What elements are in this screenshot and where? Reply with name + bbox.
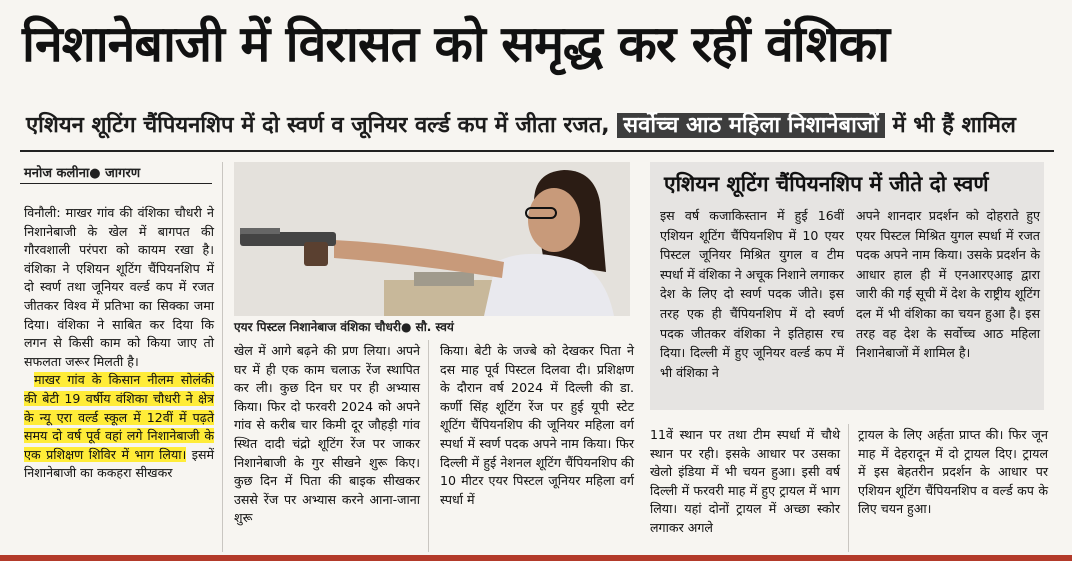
sidebar-column-right: अपने शानदार प्रदर्शन को दोहराते हुए एयर पिस्टल मिश्रित युगल स्पर्धा में रजत पदक अपने नाम किया। उसके प्रदर्शन के आधार हाल ही में एनआरएआइ द्वारा जारी की गई सूची में देश के राष्ट्रीय शूटिंग दल में भी वंशिका का चयन हुआ है। इस तरह वह देश के सर्वोच्च आठ महिला निशानेबाजों में शामिल है। [856,208,1040,361]
paragraph-2-rest: इसमें निशानेबाजी का ककहरा सीखकर [24,446,214,481]
shooter-photo [234,162,630,316]
divider [20,150,1054,152]
article-column-3 [440,342,634,509]
article-column-1 [24,204,214,483]
article-column-4 [650,426,840,538]
subhead-highlight: सर्वोच्च आठ महिला निशानेबाजों [617,113,885,138]
highlighted-text: माखर गांव के किसान नीलम सोलंकी की बेटी 19 वर्षीय वंशिका चौधरी ने क्षेत्र के न्यू एरा वर्ल्ड स्कूल में 12वीं में पढ़ते समय दो वर्ष पूर्व वहां लगे निशानेबाजी के एक प्रशिक्षण शिविर में भाग लिया। [24,372,214,462]
byline-divider [20,183,212,184]
article-column-5 [858,426,1048,519]
column-2-text: खेल में आगे बढ़ने की प्रण लिया। अपने घर में ही एक काम चलाऊ रेंज स्थापित कर ली। कुछ दिन घर पर ही अभ्यास किया। फिर दो फरवरी 2024 को अपने गांव से करीब चार किमी दूर जौहड़ी गांव स्थित दादी चंद्रो शूटिंग रेंज पर जाकर निशानेबाजी के गुर सीखने शुरू किए। कुछ दिन में पिता की बाइक सीखकर उससे रेंज पर अभ्यास करने आना-जाना शुरू [234,343,420,526]
column-4-text: 11वें स्थान पर तथा टीम स्पर्धा में चौथे स्थान पर रही। इसके आधार पर उसका खेलो इंडिया में भी चयन हुआ। इसी वर्ष दिल्ली में फरवरी माह में हुए ट्रायल में भाग लिया। यहां दोनों ट्रायल में अच्छा स्कोर लगाकर अगले [650,427,840,535]
byline: मनोज कलीना● जागरण [24,166,141,181]
column-5-text: ट्रायल के लिए अर्हता प्राप्त की। फिर जून माह में देहरादून में दो ट्रायल दिए। ट्रायल में इस बेहतरीन प्रदर्शन के आधार पर एशियन शूटिंग चैंपियनशिप व वर्ल्ड कप के लिए चयन हुआ। [858,427,1048,517]
paragraph-1: विनौली: माखर गांव की वंशिका चौधरी ने निशानेबाजी के खेल में बागपत की गौरवशाली परंपरा को कायम रखा है। वंशिका ने एशियन शूटिंग चैंपियनशिप में दो स्वर्ण तथा जूनियर वर्ल्ड कप में रजत जीतकर विश्व में प्रतिभा का सिक्का जमा दिया। वंशिका ने साबित कर दिया कि लगन से किसी काम को किया जाए तो सफलता जरूर मिलती है। [24,205,214,369]
column-gutter [428,340,429,552]
headline: निशानेबाजी में विरासत को समृद्ध कर रहीं वंशिका [22,15,890,73]
subhead-part2: में भी हैं शामिल [892,113,1016,138]
bottom-strip [0,555,1072,561]
column-gutter [222,162,223,552]
subheadline [26,108,1016,144]
sidebar-box [650,162,1044,410]
article-column-2 [234,342,420,528]
sidebar-column-left: इस वर्ष कजाकिस्तान में हुई 16वीं एशियन शूटिंग चैंपियनशिप में 10 एयर पिस्टल जूनियर मिश्रित युगल व टीम स्पर्धा में वंशिका ने अचूक निशाने लगाकर देश के लिए दो स्वर्ण पदक जीते। इस तरह एक ही चैंपियनशिप में दो स्वर्ण पदक जीतकर वंशिका ने इतिहास रच दिया। दिल्ली में हुए जूनियर वर्ल्ड कप में भी वंशिका ने [660,208,844,380]
shooter-illustration [234,162,630,316]
column-gutter [848,424,849,552]
subhead-part1: एशियन शूटिंग चैंपियनशिप में दो स्वर्ण व जूनियर वर्ल्ड कप में जीता रजत, [26,113,610,138]
photo-caption: एयर पिस्टल निशानेबाज वंशिका चौधरी● सौ. स्वयं [234,320,454,334]
column-3-text: किया। बेटी के जज्बे को देखकर पिता ने दस माह पूर्व पिस्टल दिलवा दी। प्रशिक्षण के दौरान वर्ष 2024 में दिल्ली की डा. कर्णी सिंह शूटिंग रेंज पर हुई यूपी स्टेट शूटिंग चैंपियनशिप की जूनियर महिला वर्ग स्पर्धा में स्वर्ण पदक अपने नाम किया। फिर दिल्ली में हुई नेशनल शूटिंग चैंपियनशिप की 10 मीटर एयर पिस्टल जूनियर महिला वर्ग स्पर्धा में [440,343,634,507]
sidebar-title: एशियन शूटिंग चैंपियनशिप में जीते दो स्वर्ण [664,172,989,196]
